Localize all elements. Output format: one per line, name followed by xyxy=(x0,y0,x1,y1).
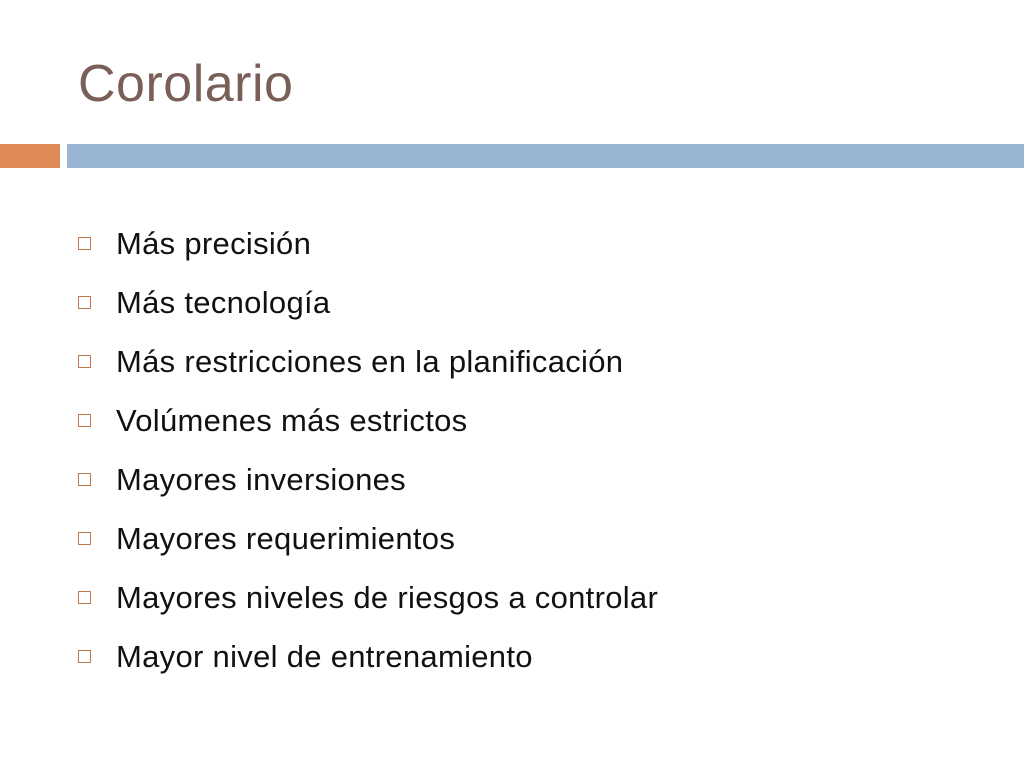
bullet-text: Más tecnología xyxy=(116,284,331,320)
square-bullet-icon xyxy=(78,532,91,545)
bullet-text: Volúmenes más estrictos xyxy=(116,402,468,438)
slide-title: Corolario xyxy=(78,55,294,113)
bullet-item xyxy=(78,391,658,450)
bullet-item xyxy=(78,568,658,627)
bullet-item xyxy=(78,627,658,686)
square-bullet-icon xyxy=(78,237,91,250)
square-bullet-icon xyxy=(78,355,91,368)
accent-bar-orange xyxy=(0,144,60,168)
bullet-text: Mayor nivel de entrenamiento xyxy=(116,638,533,674)
bullet-text: Más restricciones en la planificación xyxy=(116,343,624,379)
bullet-text: Mayores niveles de riesgos a controlar xyxy=(116,579,659,615)
bullet-text: Mayores requerimientos xyxy=(116,520,456,556)
bullet-text: Mayores inversiones xyxy=(116,461,406,497)
bullet-item xyxy=(78,450,658,509)
bullet-item xyxy=(78,509,658,568)
bullet-list xyxy=(78,214,658,686)
bullet-item xyxy=(78,214,658,273)
square-bullet-icon xyxy=(78,650,91,663)
square-bullet-icon xyxy=(78,296,91,309)
square-bullet-icon xyxy=(78,414,91,427)
bullet-item xyxy=(78,273,658,332)
bullet-item xyxy=(78,332,658,391)
bullet-text: Más precisión xyxy=(116,225,312,261)
square-bullet-icon xyxy=(78,591,91,604)
accent-bar-blue xyxy=(67,144,1024,168)
square-bullet-icon xyxy=(78,473,91,486)
